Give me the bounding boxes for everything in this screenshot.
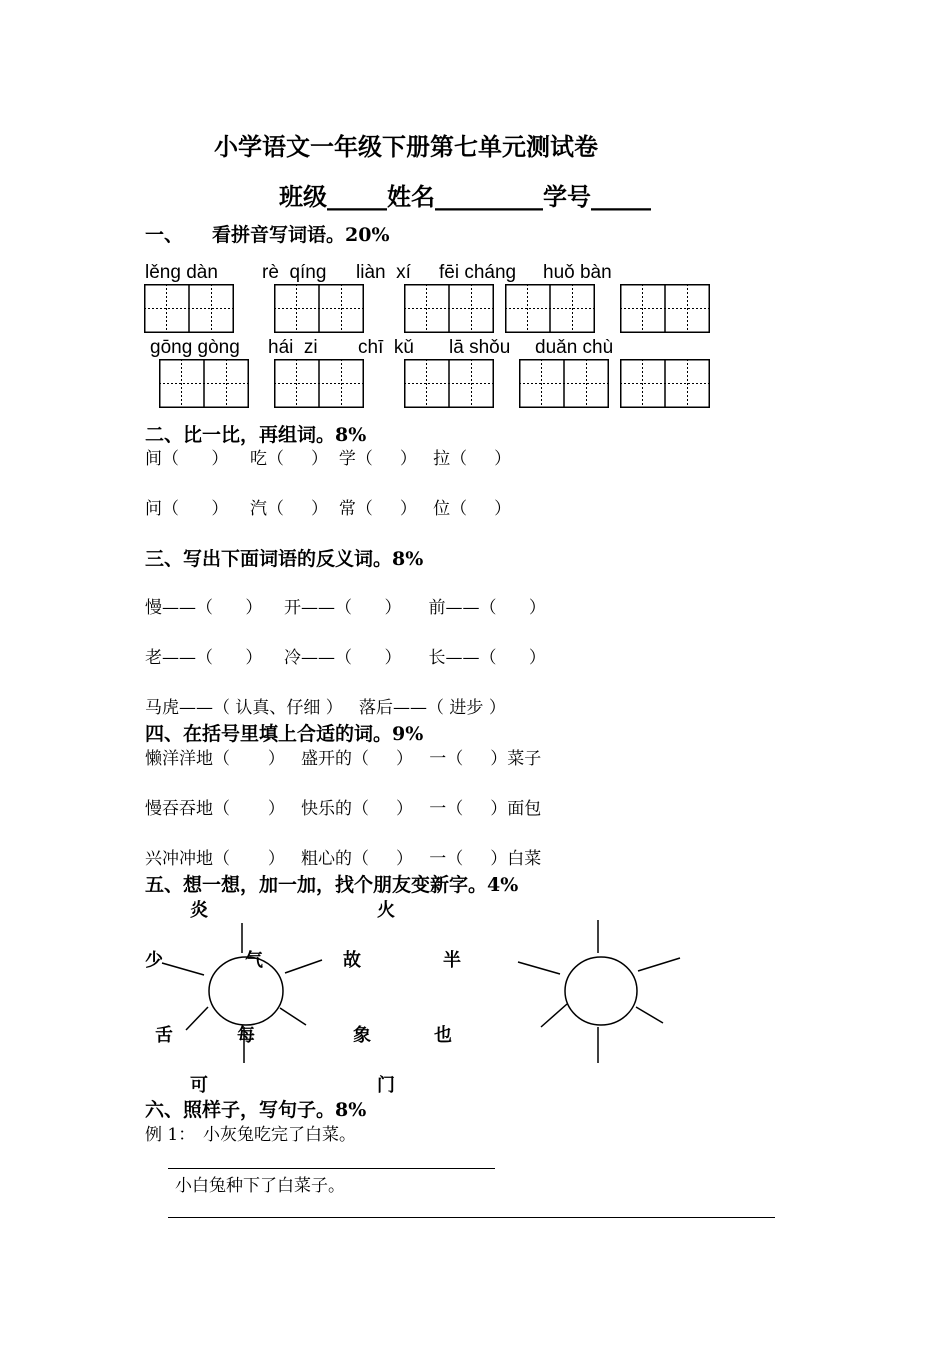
student-info-line: 班级_____姓名_________学号_____ — [279, 182, 651, 211]
exercise-line: 慢吞吞地（ ） 快乐的（ ） 一（ ）面包 — [145, 799, 542, 819]
exercise-line: 老——（ ） 冷——（ ） 长——（ ） — [145, 648, 546, 668]
tianzige-writing-box[interactable] — [620, 359, 710, 408]
character-option: 少 — [145, 950, 163, 971]
character-option: 炎 — [190, 900, 208, 921]
exercise-line: 慢——（ ） 开——（ ） 前——（ ） — [145, 598, 546, 618]
character-option: 故 — [343, 950, 361, 971]
section5-heading: 五、想一想，加一加，找个朋友变新字。4% — [145, 874, 519, 896]
character-option: 可 — [190, 1075, 208, 1096]
tianzige-writing-box[interactable] — [505, 284, 595, 333]
section4-heading: 四、在括号里填上合适的词。9% — [145, 723, 424, 745]
pinyin-label: lěng dàn — [145, 262, 218, 283]
character-option: 每 — [237, 1025, 255, 1046]
tianzige-writing-box[interactable] — [620, 284, 710, 333]
exercise-line: 间（ ） 吃（ ） 学（ ） 拉（ ） — [145, 449, 512, 469]
section6-heading: 六、照样子，写句子。8% — [145, 1099, 367, 1121]
sun-diagram-left — [140, 915, 340, 1079]
section1-heading: 看拼音写词语。20% — [212, 224, 390, 246]
pinyin-label: duǎn chù — [535, 337, 614, 358]
section3-heading: 三、写出下面词语的反义词。8% — [145, 548, 424, 570]
sun-diagram-right — [510, 915, 690, 1074]
tianzige-writing-box[interactable] — [274, 359, 364, 408]
pinyin-label: liàn xí — [356, 262, 411, 283]
character-option: 门 — [377, 1075, 395, 1096]
tianzige-writing-box[interactable] — [404, 359, 494, 408]
answer-line[interactable] — [168, 1168, 495, 1169]
pinyin-label: hái zi — [268, 337, 318, 358]
character-option: 半 — [443, 950, 461, 971]
example-sentence: 小白兔种下了白菜子。 — [175, 1176, 345, 1196]
tianzige-writing-box[interactable] — [519, 359, 609, 408]
character-option: 气 — [245, 950, 263, 971]
page-title: 小学语文一年级下册第七单元测试卷 — [214, 132, 598, 161]
tianzige-writing-box[interactable] — [274, 284, 364, 333]
pinyin-label: lā shǒu — [449, 337, 511, 358]
character-option: 也 — [434, 1025, 452, 1046]
section1-number: 一、 — [145, 224, 184, 246]
character-option: 火 — [377, 900, 395, 921]
exercise-line: 问（ ） 汽（ ） 常（ ） 位（ ） — [145, 499, 512, 519]
tianzige-writing-box[interactable] — [404, 284, 494, 333]
pinyin-label: fēi cháng — [439, 262, 517, 283]
section2-heading: 二、比一比，再组词。8% — [145, 424, 367, 446]
character-option: 象 — [353, 1025, 371, 1046]
example-label: 例 1： — [145, 1125, 196, 1145]
exercise-line: 懒洋洋地（ ） 盛开的（ ） 一（ ）菜子 — [145, 749, 542, 769]
tianzige-writing-box[interactable] — [144, 284, 234, 333]
tianzige-writing-box[interactable] — [159, 359, 249, 408]
exercise-line: 马虎——（ 认真、仔细 ） 落后——（ 进步 ） — [145, 698, 506, 718]
exercise-line: 兴冲冲地（ ） 粗心的（ ） 一（ ）白菜 — [145, 849, 542, 869]
pinyin-label: gōng gòng — [150, 337, 240, 358]
example-sentence: 小灰兔吃完了白菜。 — [203, 1125, 356, 1145]
answer-line[interactable] — [168, 1217, 775, 1218]
pinyin-label: chī kǔ — [358, 337, 414, 358]
character-option: 舌 — [155, 1025, 173, 1046]
pinyin-label: huǒ bàn — [543, 262, 612, 283]
pinyin-label: rè qíng — [262, 262, 327, 283]
